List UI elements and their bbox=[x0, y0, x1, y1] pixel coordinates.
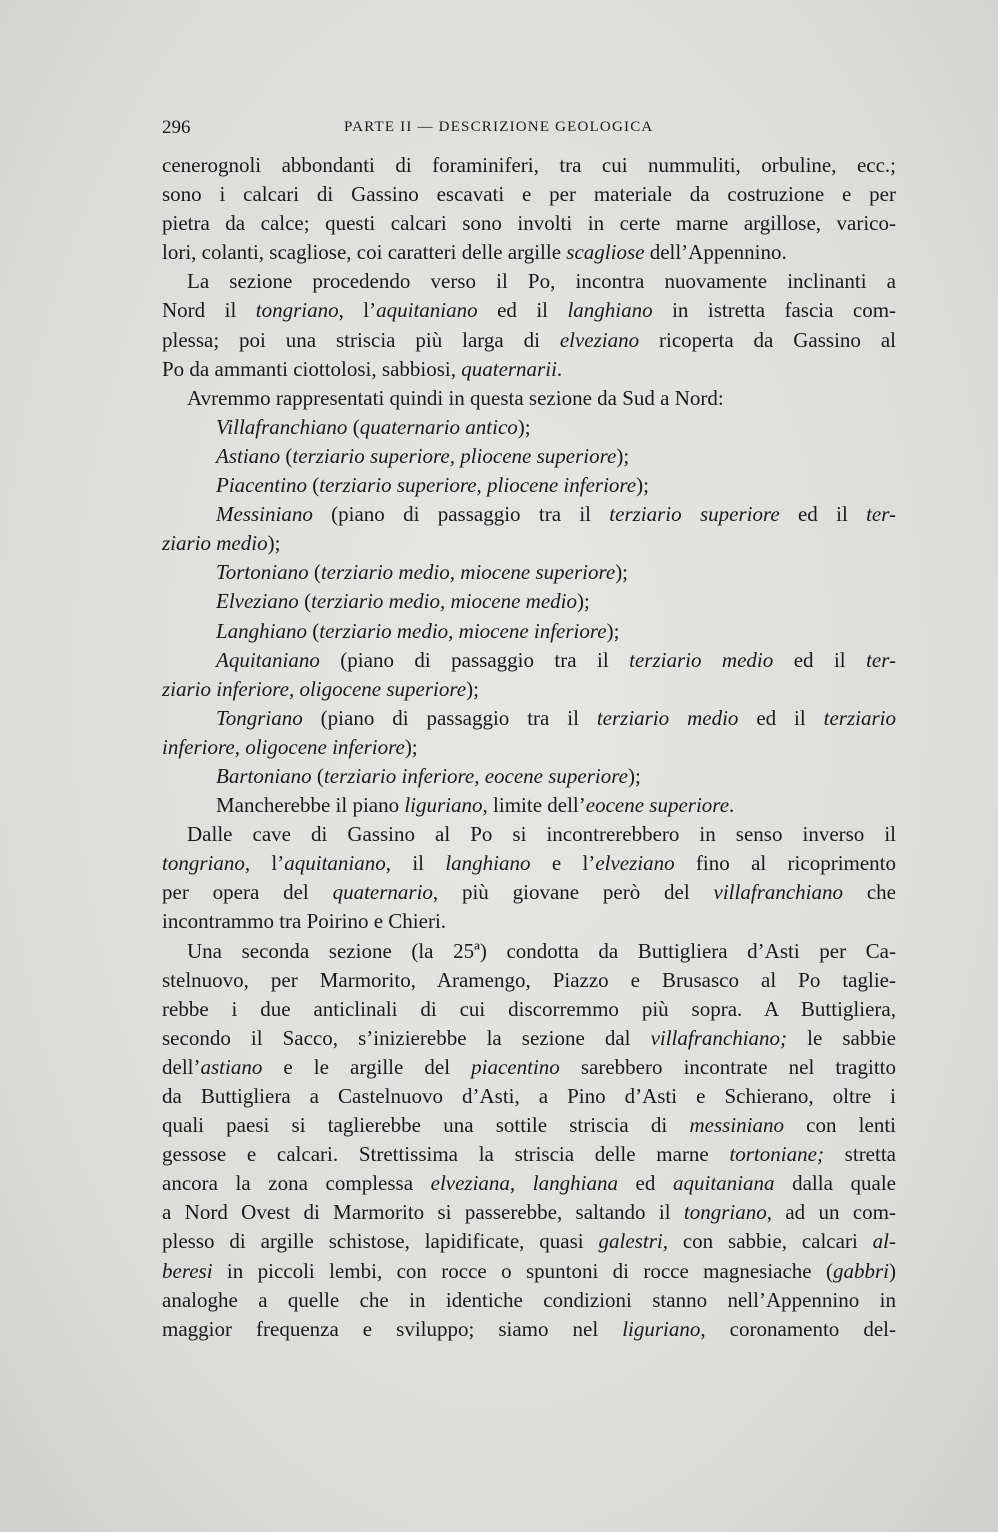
text-line bbox=[162, 296, 896, 325]
text-line bbox=[162, 529, 896, 558]
text-line bbox=[162, 646, 896, 675]
text-run: ); bbox=[267, 531, 281, 556]
italic-term: quaternarii bbox=[461, 356, 557, 381]
text-run: fino al ricoprimento bbox=[674, 851, 897, 876]
text-run: Nord il bbox=[162, 298, 256, 323]
text-run: ed il bbox=[738, 705, 824, 730]
italic-term: tortoniane; bbox=[729, 1142, 824, 1167]
page-number: 296 bbox=[162, 117, 191, 138]
text-line bbox=[162, 238, 896, 267]
italic-term: eocene superiore bbox=[585, 793, 730, 818]
text-line bbox=[162, 471, 896, 500]
text-run: , coronamento del- bbox=[700, 1316, 896, 1341]
italic-term: Piacentino bbox=[216, 473, 307, 498]
text-run: , ad un com- bbox=[766, 1200, 896, 1225]
text-run: per opera del bbox=[162, 880, 333, 905]
text-run: . bbox=[729, 793, 735, 818]
text-run: a Nord Ovest di Marmorito si passerebbe, saltando il bbox=[162, 1200, 684, 1225]
italic-term: piacentino bbox=[471, 1054, 560, 1079]
text-run: ancora la zona complessa bbox=[162, 1171, 431, 1196]
italic-term: terziario inferiore, eocene superiore bbox=[323, 763, 628, 788]
text-run: ricoperta da Gassino al bbox=[639, 327, 896, 352]
text-run: che bbox=[843, 880, 896, 905]
text-line bbox=[162, 1024, 896, 1053]
italic-term: Langhiano bbox=[216, 618, 308, 643]
text-line bbox=[162, 1286, 896, 1315]
text-run: ( bbox=[298, 589, 312, 614]
text-run: dell’Appennino. bbox=[644, 240, 787, 265]
text-run: , con sabbie, calcari bbox=[662, 1229, 873, 1254]
text-line bbox=[162, 820, 896, 849]
italic-term: elveziano bbox=[595, 851, 675, 876]
text-run: cenerognoli abbondanti di foraminiferi, tra cui nummuliti, orbuline, ecc.; bbox=[162, 153, 896, 177]
text-run: ( bbox=[347, 414, 360, 439]
text-line bbox=[162, 1140, 896, 1169]
italic-term: terziario medio, miocene inferiore bbox=[319, 618, 607, 643]
text-run: ed il bbox=[773, 647, 867, 672]
text-run: ); bbox=[616, 443, 630, 468]
text-run: ); bbox=[577, 589, 590, 614]
text-line bbox=[162, 1257, 896, 1286]
text-run: , il bbox=[385, 851, 446, 876]
running-title: PARTE II — DESCRIZIONE GEOLOGICA bbox=[344, 119, 654, 135]
text-run: stelnuovo, per Marmorito, Aramengo, Piazzo e Brusasco al Po taglie- bbox=[162, 967, 896, 992]
italic-term: inferiore, oligocene inferiore bbox=[162, 734, 405, 759]
page-header bbox=[162, 117, 898, 139]
italic-term: ziario inferiore, oligocene superiore bbox=[162, 676, 467, 701]
text-run: (piano di passaggio tra il bbox=[312, 502, 610, 527]
italic-term: astiano bbox=[200, 1054, 263, 1079]
text-line bbox=[162, 1053, 896, 1082]
text-line bbox=[162, 180, 896, 209]
text-line bbox=[162, 1315, 896, 1344]
text-run: . bbox=[556, 356, 563, 381]
text-line bbox=[162, 209, 896, 238]
text-run: ( bbox=[306, 473, 320, 498]
text-line bbox=[162, 791, 896, 820]
italic-term: Messiniano bbox=[216, 502, 313, 527]
italic-term: Elveziano bbox=[216, 589, 299, 614]
text-run: Mancherebbe il piano bbox=[216, 793, 405, 818]
text-run: Avremmo rappresentati quindi in questa sezione da Sud a Nord: bbox=[187, 385, 724, 410]
italic-term: langhiano bbox=[445, 851, 531, 876]
text-run: ed bbox=[617, 1171, 673, 1196]
italic-term: elveziana, langhiana bbox=[430, 1171, 618, 1196]
text-run: (piano di passaggio tra il bbox=[319, 647, 630, 672]
text-run: maggior frequenza e sviluppo; siamo nel bbox=[162, 1316, 623, 1341]
italic-term: villafranchiano; bbox=[650, 1025, 788, 1050]
text-run: ) bbox=[889, 1258, 896, 1283]
text-line bbox=[162, 1169, 896, 1198]
text-run: ( bbox=[280, 443, 293, 468]
text-run: sarebbero incontrate nel tragitto bbox=[559, 1054, 897, 1079]
italic-term: villafranchiano bbox=[713, 880, 844, 905]
italic-term: ter- bbox=[866, 647, 896, 672]
italic-term: quaternario antico bbox=[359, 414, 518, 439]
text-run: incontrammo tra Poirino e Chieri. bbox=[162, 909, 447, 934]
italic-term: tongriano bbox=[683, 1200, 767, 1225]
italic-term: aquitaniano bbox=[284, 851, 386, 876]
text-line bbox=[162, 907, 896, 936]
text-run: gessose e calcari. Strettissima la striscia delle marne bbox=[162, 1142, 730, 1167]
text-line bbox=[162, 267, 896, 296]
italic-term: terziario bbox=[823, 705, 896, 730]
italic-term: aquitaniano bbox=[376, 298, 478, 323]
italic-term: terziario superiore, pliocene superiore bbox=[292, 443, 617, 468]
text-run: ( bbox=[311, 763, 324, 788]
italic-term: Villafranchiano bbox=[216, 414, 348, 439]
text-run: e le argille del bbox=[262, 1054, 472, 1079]
text-line bbox=[162, 326, 896, 355]
italic-term: langhiano bbox=[567, 298, 653, 323]
italic-term: gabbri bbox=[832, 1258, 889, 1283]
italic-term: terziario medio bbox=[629, 647, 774, 672]
text-run: analoghe a quelle che in identiche condizioni stanno nell’Appennino in bbox=[162, 1287, 896, 1312]
italic-term: aquitaniana bbox=[672, 1171, 775, 1196]
text-run: Una seconda sezione (la 25ª) condotta da Buttigliera d’Asti per Ca- bbox=[187, 938, 896, 963]
text-run: plesso di argille schistose, lapidificate, quasi bbox=[162, 1229, 599, 1254]
italic-term: ter- bbox=[866, 502, 896, 527]
text-line bbox=[162, 733, 896, 762]
italic-term: elveziano bbox=[559, 327, 640, 352]
text-run: ( bbox=[308, 560, 321, 585]
body-text bbox=[162, 151, 896, 1344]
text-run: sono i calcari di Gassino escavati e per materiale da costruzione e per bbox=[162, 182, 896, 207]
italic-term: beresi bbox=[162, 1258, 213, 1283]
text-run: La sezione procedendo verso il Po, incontra nuovamente inclinanti a bbox=[187, 269, 896, 294]
text-run: ); bbox=[466, 676, 479, 701]
text-line bbox=[162, 849, 896, 878]
text-run: le sabbie bbox=[787, 1025, 896, 1050]
italic-term: Aquitaniano bbox=[216, 647, 320, 672]
italic-term: ziario medio bbox=[162, 531, 268, 556]
italic-term: al- bbox=[872, 1229, 896, 1254]
italic-term: Tortoniano bbox=[216, 560, 309, 585]
text-line bbox=[162, 1082, 896, 1111]
italic-term: terziario superiore, pliocene inferiore bbox=[319, 473, 637, 498]
text-line bbox=[162, 500, 896, 529]
text-line bbox=[162, 762, 896, 791]
text-run: con lenti bbox=[783, 1113, 896, 1138]
text-run: quali paesi si taglierebbe una sottile striscia di bbox=[162, 1113, 690, 1138]
italic-term: terziario medio bbox=[596, 705, 739, 730]
text-run: , più giovane però del bbox=[432, 880, 714, 905]
text-run: ); bbox=[615, 560, 629, 585]
italic-term: terziario medio, miocene medio bbox=[311, 589, 578, 614]
text-line bbox=[162, 558, 896, 587]
text-line bbox=[162, 384, 896, 413]
text-run: , l’ bbox=[338, 298, 377, 323]
text-run: stretta bbox=[823, 1142, 896, 1167]
text-line bbox=[162, 1198, 896, 1227]
italic-term: galestri bbox=[598, 1229, 663, 1254]
text-run: ed il bbox=[477, 298, 568, 323]
text-run: ); bbox=[404, 734, 418, 759]
text-line bbox=[162, 442, 896, 471]
text-run: pietra da calce; questi calcari sono involti in certe marne argillose, varico- bbox=[162, 211, 896, 236]
text-run: e l’ bbox=[530, 851, 596, 876]
text-run: ); bbox=[636, 473, 649, 498]
text-line bbox=[162, 675, 896, 704]
text-run: in piccoli lembi, con rocce o spuntoni di rocce magnesiache ( bbox=[212, 1258, 833, 1283]
text-run: ); bbox=[627, 763, 641, 788]
text-line bbox=[162, 1227, 896, 1256]
text-run: lori, colanti, scagliose, coi caratteri delle argille bbox=[162, 240, 567, 265]
italic-term: terziario superiore bbox=[609, 502, 780, 527]
text-line bbox=[162, 587, 896, 616]
text-run: , l’ bbox=[244, 851, 285, 876]
italic-term: liguriano bbox=[622, 1316, 701, 1341]
text-run: rebbe i due anticlinali di cui discorremmo più sopra. A Buttigliera, bbox=[162, 996, 896, 1021]
text-run: dell’ bbox=[162, 1054, 201, 1079]
italic-term: quaternario bbox=[332, 880, 433, 905]
text-run: plessa; poi una striscia più larga di bbox=[162, 327, 560, 352]
text-line bbox=[162, 413, 896, 442]
text-line bbox=[162, 617, 896, 646]
text-line bbox=[162, 704, 896, 733]
text-run: dalla quale bbox=[774, 1171, 896, 1196]
text-run: Dalle cave di Gassino al Po si incontrerebbero in senso inverso il bbox=[187, 822, 896, 847]
text-run: ); bbox=[606, 618, 620, 643]
italic-term: Astiano bbox=[216, 443, 281, 468]
text-run: ); bbox=[517, 414, 531, 439]
text-run: Po da ammanti ciottolosi, sabbiosi, bbox=[162, 356, 462, 381]
text-line bbox=[162, 937, 896, 966]
italic-term: tongriano bbox=[255, 298, 339, 323]
text-line bbox=[162, 151, 896, 180]
italic-term: scagliose bbox=[566, 240, 645, 265]
text-run: da Buttigliera a Castelnuovo d’Asti, a Pino d’Asti e Schierano, oltre i bbox=[162, 1084, 896, 1108]
text-line bbox=[162, 1111, 896, 1140]
italic-term: terziario medio, miocene superiore bbox=[320, 560, 616, 585]
text-line bbox=[162, 995, 896, 1024]
text-line bbox=[162, 878, 896, 907]
italic-term: tongriano bbox=[162, 851, 245, 876]
text-run: ed il bbox=[779, 502, 867, 527]
text-run: , limite dell’ bbox=[482, 793, 586, 818]
italic-term: messiniano bbox=[689, 1113, 784, 1138]
italic-term: Bartoniano bbox=[216, 763, 312, 788]
text-line bbox=[162, 966, 896, 995]
text-run: in istretta fascia com- bbox=[652, 298, 897, 323]
italic-term: Tongriano bbox=[216, 705, 303, 730]
text-run: (piano di passaggio tra il bbox=[302, 705, 597, 730]
text-run: ( bbox=[307, 618, 320, 643]
text-line bbox=[162, 355, 896, 384]
text-run: secondo il Sacco, s’inizierebbe la sezione dal bbox=[162, 1025, 651, 1050]
italic-term: liguriano bbox=[404, 793, 483, 818]
